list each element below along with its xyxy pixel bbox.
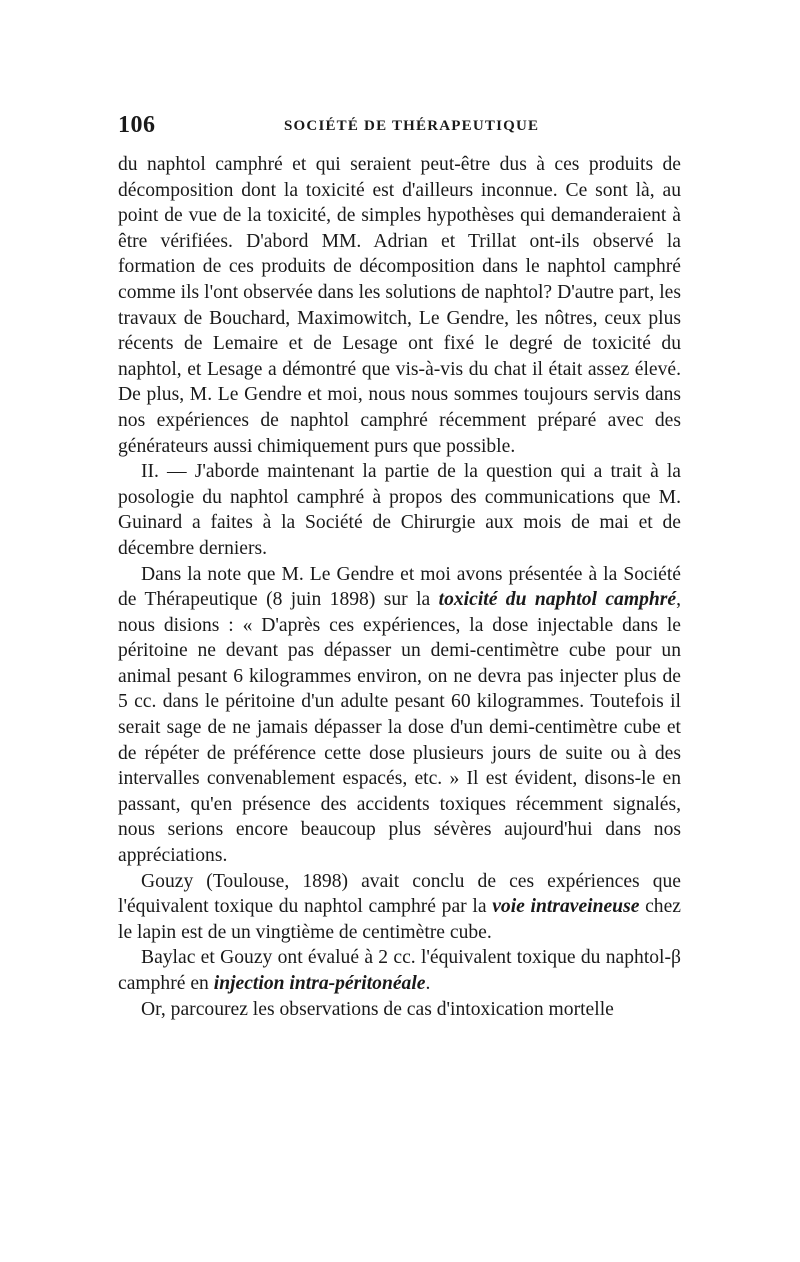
- paragraph-3: [118, 562, 681, 869]
- paragraph-5-text-b: .: [425, 973, 431, 994]
- body-text: [118, 152, 681, 1022]
- paragraph-5: [118, 945, 681, 996]
- header-title: SOCIÉTÉ DE THÉRAPEUTIQUE: [284, 118, 540, 134]
- paragraph-5-emphasis: injection intra-péritonéale: [213, 973, 426, 994]
- paragraph-5-text-a: Baylac et Gouzy ont évalué à 2 cc. l'équivalent toxique du naphtol-β camphré en: [118, 947, 681, 994]
- paragraph-3-emphasis: toxicité du naphtol camphré: [438, 589, 677, 611]
- paragraph-1: du naphtol camphré et qui seraient peut-être dus à ces produits de décomposition dont la toxicité est d'ailleurs inconnue. Ce sont là, au point de vue de la toxicité, de simples hypothèses qui demanderaient à être vérifiées. D'abord MM. Adrian et Trillat ont-ils observé la formation de ces produits de décomposition dans le naphtol camphré comme ils l'ont observée dans les solutions de naphtol? D'autre part, les travaux de Bouchard, Maximowitch, Le Gendre, les nôtres, ceux plus récents de Lemaire et de Lesage ont fixé le degré de toxicité du naphtol, et Lesage a démontré que vis-à-vis du chat il était assez élevé. De plus, M. Le Gendre et moi, nous nous sommes toujours servis dans nos expériences de naphtol camphré récemment préparé avec des générateurs aussi chimiquement purs que possible.: [118, 154, 681, 457]
- book-page: [118, 112, 681, 1022]
- paragraph-3-text-b: , nous disions : « D'après ces expériences, la dose injectable dans le péritoine ne devant pas dépasser un demi-centimètre cube pour un animal pesant 6 kilogrammes environ, on ne devra pas injecter plus de 5 cc. dans le péritoine d'un adulte pesant 60 kilogrammes. Toutefois il serait sage de ne jamais dépasser la dose d'un demi-centimètre cube et de répéter de préférence cette dose plusieurs jours de suite ou à des intervalles convenablement espacés, etc. » Il est évident, disons-le en passant, qu'en présence des accidents toxiques récemment signalés, nous serions encore beaucoup plus sévères aujourd'hui dans nos appréciations.: [118, 589, 681, 867]
- paragraph-4-text-b: chez le lapin est de un vingtième de centimètre cube.: [118, 896, 681, 943]
- paragraph-4-text-a: Gouzy (Toulouse, 1898) avait conclu de ces expériences que l'équivalent toxique du naphtol camphré par la: [118, 870, 681, 918]
- paragraph-3-text-a: Dans la note que M. Le Gendre et moi avons présentée à la Société de Thérapeutique (8 juin 1898) sur la: [118, 563, 681, 611]
- paragraph-4-emphasis: voie intraveineuse: [492, 896, 640, 918]
- paragraph-6: Or, parcourez les observations de cas d'intoxication mortelle: [141, 998, 614, 1020]
- running-head: [118, 112, 681, 142]
- paragraph-4: [118, 869, 681, 946]
- paragraph-2: II. — J'aborde maintenant la partie de la question qui a trait à la posologie du naphtol camphré à propos des communications que M. Guinard a faites à la Société de Chirurgie aux mois de mai et de décembre derniers.: [118, 461, 681, 559]
- page-number: 106: [118, 112, 156, 138]
